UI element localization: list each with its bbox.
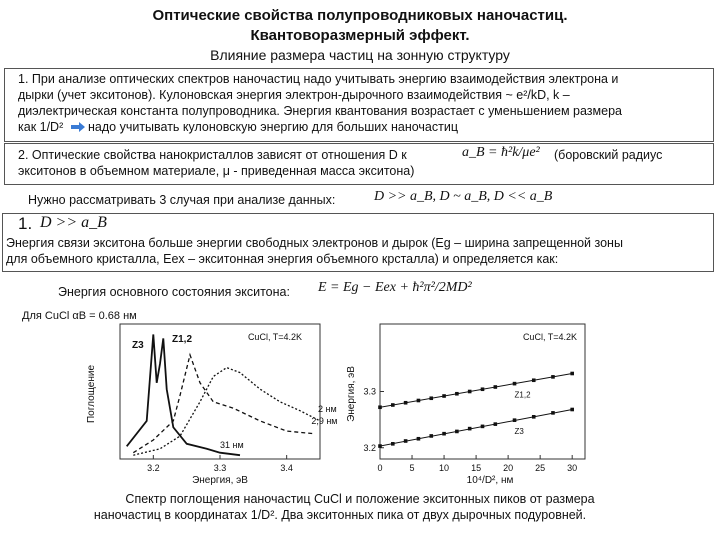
energy-data-point [513,418,517,422]
absorption-peak-z3: Z3 [132,340,144,351]
absorption-xlabel: Энергия, эВ [192,475,248,486]
case1-formula: D >> a_B [40,214,107,231]
case1-number: 1. [18,214,33,233]
energy-x-tick-label: 0 [377,463,383,473]
energy-data-point [429,434,433,438]
item1-line4-pre: как 1/D² [18,120,64,134]
energy-data-point [417,399,421,403]
energy-data-point [417,437,421,441]
energy-data-point [378,444,382,448]
absorption-peak-z12: Z1,2 [172,334,193,345]
absorption-x-tick-label: 3.3 [213,463,227,473]
item1-line2: дырки (учет экситонов). Кулоновская энергия электрон-дырочного взаимодействия ~ e²/kD, k – [18,88,570,102]
energy-series-label: Z3 [514,427,524,437]
energy-data-point [532,415,536,419]
caption-line1: Спектр поглощения наночастиц CuCl и положение экситонных пиков от размера [125,492,595,506]
slide-title-line1: Оптические свойства полупроводниковых наночастиц. [152,7,568,24]
cucl-bohr-label: Для CuCl αB = 0.68 нм [22,310,137,322]
energy-data-point [404,401,408,405]
energy-data-point [442,394,446,398]
energy-x-tick-label: 30 [567,463,578,473]
energy-data-point [481,387,485,391]
cases-formula: D >> a_B, D ~ a_B, D << a_B [374,189,553,204]
ground-state-formula: E = Eg − Eex + ħ²π²/2MD² [318,280,472,295]
bohr-radius-formula: a_B = ħ²k/μe² [462,145,540,160]
energy-data-point [442,432,446,436]
energy-data-point [570,408,574,412]
energy-series-label: Z1,2 [514,390,531,400]
energy-y-tick-label: 3.2 [363,442,376,453]
energy-data-point [494,385,498,389]
energy-data-point [455,430,459,434]
ground-state-text: Энергия основного состояния экситона: [58,285,290,299]
energy-x-tick-label: 10 [439,463,450,473]
absorption-chart [80,318,338,488]
slide-subtitle: Влияние размера частиц на зонную структуру [210,47,510,63]
item1-line3: диэлектрическая константа полупроводника. Энергия квантования возрастает с уменьшением размера [18,104,622,118]
absorption-x-tick-label: 3.2 [147,463,160,473]
energy-data-point [468,427,472,431]
absorption-legend: CuCl, T=4.2K [247,332,303,342]
energy-data-point [404,439,408,443]
energy-data-point [429,396,433,400]
energy-y-tick-label: 3.3 [363,386,376,397]
absorption-ylabel: Поглощение [86,364,97,424]
energy-data-point [513,382,517,386]
arrow-right-icon [70,121,86,133]
energy-data-point [455,392,459,396]
caption-line2: наночастиц в координатах 1/D². Два экситонных пика от двух дырочных подуровней. [93,508,587,522]
energy-data-point [468,390,472,394]
energy-chart [340,318,600,488]
energy-data-point [532,378,536,382]
energy-data-point [551,375,555,379]
energy-x-tick-label: 5 [409,463,415,473]
case1-line1: Энергия связи экситона больше энергии свободных электронов и дырок (Eg – ширина запрещенной зоны [6,236,623,250]
energy-xlabel: 10⁴/D², нм [466,475,514,486]
energy-data-point [570,372,574,376]
energy-legend: CuCl, T=4.2K [522,332,578,342]
slide-title-line2: Квантоворазмерный эффект. [250,27,470,44]
energy-ylabel: Энергия, эВ [346,366,357,422]
absorption-series-label: 2,9 нм [311,416,338,426]
absorption-series-label: 2 нм [318,404,337,414]
energy-x-tick-label: 15 [471,463,482,473]
energy-x-tick-label: 25 [535,463,546,473]
energy-plot-frame [380,324,585,459]
item2-line2: экситонов в объемном материале, μ - приведенная масса экситона) [18,164,415,178]
absorption-plot-frame [120,324,320,459]
energy-data-point [551,411,555,415]
case1-line2: для объемного кристалла, Eex – экситонная энергия объемного крсталла) и определяется как: [6,252,559,266]
energy-data-point [494,422,498,426]
energy-data-point [481,425,485,429]
energy-data-point [378,405,382,409]
item2-line1-pre: 2. Оптические свойства нанокристаллов зависят от отношения D к [18,148,407,162]
absorption-x-tick-label: 3.4 [280,463,293,473]
energy-data-point [391,403,395,407]
cases-text: Нужно рассматривать 3 случая при анализе данных: [28,193,336,207]
energy-x-tick-label: 20 [503,463,514,473]
energy-data-point [391,442,395,446]
item1-line4-post: надо учитывать кулоновскую энергию для больших наночастиц [88,120,458,134]
item1-line1: 1. При анализе оптических спектров наночастиц надо учитывать энергию взаимодействия электрона и [18,72,619,86]
item2-line1-post: (боровский радиус [554,148,663,162]
absorption-series-label: 31 нм [220,440,244,450]
